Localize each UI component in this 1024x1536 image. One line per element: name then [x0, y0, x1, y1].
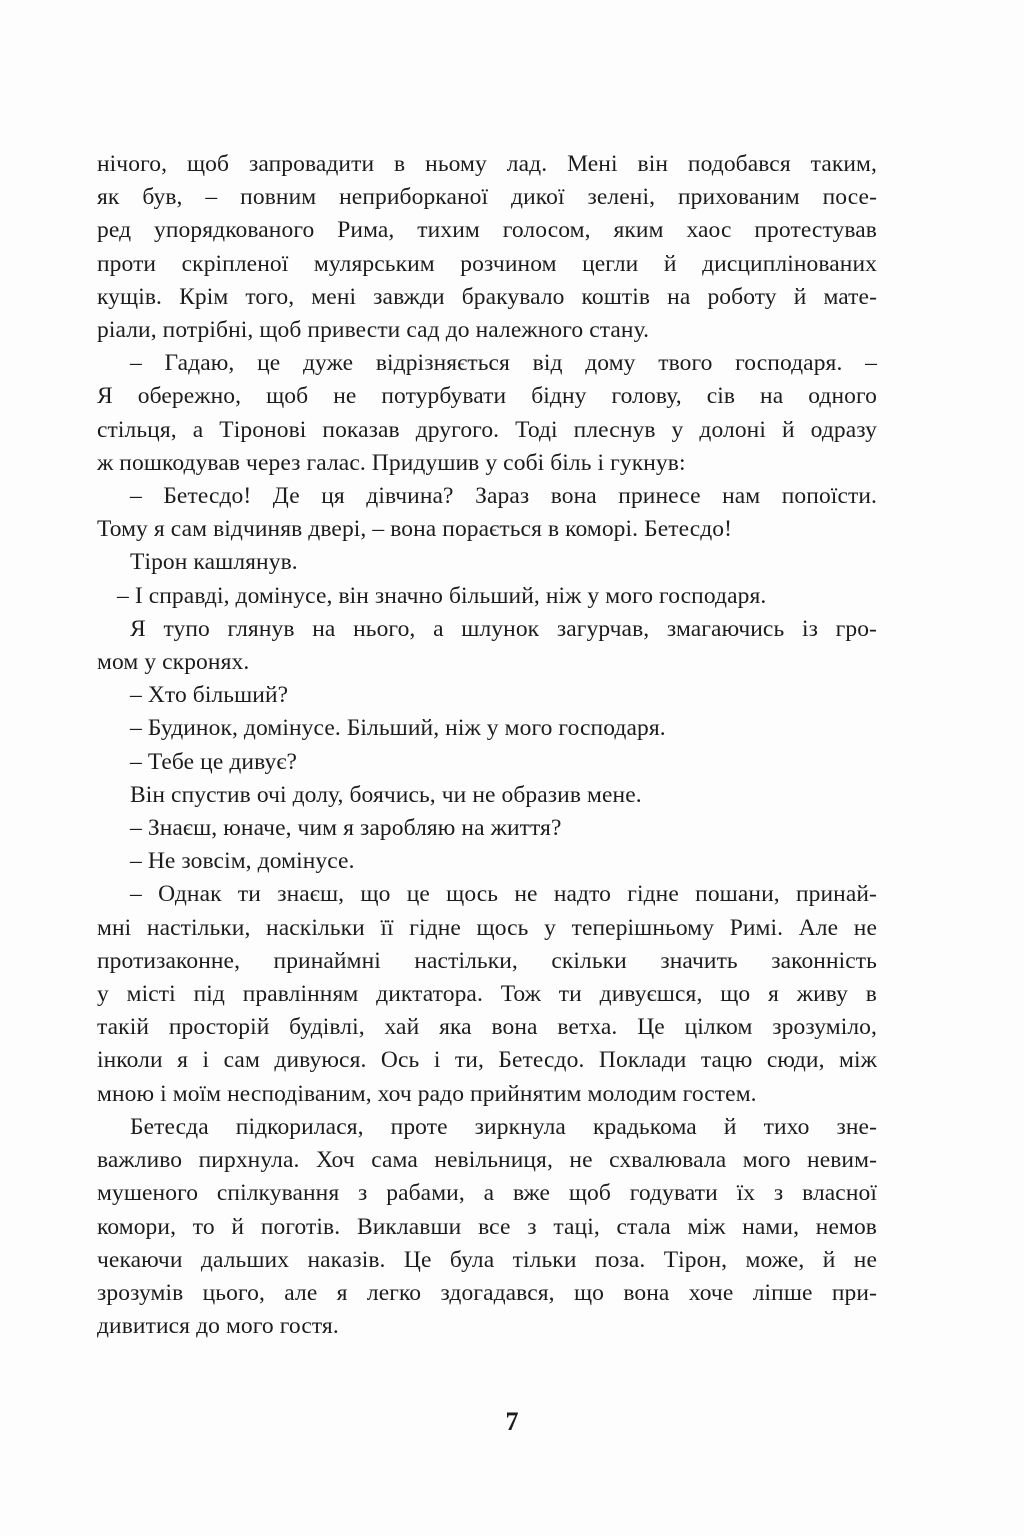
- text-line: такій просторій будівлі, хай яка вона ветха. Це цілком зрозуміло,: [97, 1014, 877, 1041]
- text-line: протизаконне, принаймні настільки, скільки значить законність: [97, 947, 877, 974]
- text-line: – І справді, домінусе, він значно більший, ніж у мого господаря.: [117, 582, 767, 609]
- text-line: ріали, потрібні, щоб привести сад до належного стану.: [97, 317, 650, 344]
- text-line: чекаючи дальших наказів. Це була тільки поза. Тірон, може, й не: [97, 1246, 877, 1273]
- text-line: Тірон кашлянув.: [130, 549, 298, 576]
- text-line: мні настільки, наскільки її гідне щось у теперішньому Римі. Але не: [97, 914, 877, 941]
- text-line: кущів. Крім того, мені завжди бракувало коштів на роботу й мате-: [97, 283, 877, 310]
- text-line: мом у скронях.: [97, 649, 250, 676]
- text-line: Бетесда підкорилася, проте зиркнула крадькома й тихо зне-: [130, 1113, 877, 1140]
- text-line: Тому я сам відчиняв двері, – вона порається в коморі. Бетесдо!: [97, 516, 733, 543]
- text-line: комори, то й поготів. Виклавши все з таці, стала між нами, немов: [97, 1213, 877, 1240]
- text-line: – Бетесдо! Де ця дівчина? Зараз вона принесе нам попоїсти.: [130, 483, 877, 510]
- text-line: – Хто більший?: [130, 682, 289, 709]
- text-line: стільця, а Тіронові показав другого. Тоді плеснув у долоні й одразу: [97, 416, 877, 443]
- text-line: дивитися до мого гостя.: [97, 1313, 339, 1340]
- text-line: зрозумів цього, але я легко здогадався, що вона хоче ліпше при-: [97, 1279, 877, 1306]
- text-line: важливо пирхнула. Хоч сама невільниця, не схвалювала мого невим-: [97, 1147, 877, 1174]
- text-line: у місті під правлінням диктатора. Тож ти дивуєшся, що я живу в: [97, 981, 877, 1008]
- page-body-text: [97, 148, 877, 1343]
- text-line: проти скріпленої мулярським розчином цегли й дисциплінованих: [97, 250, 877, 277]
- text-line: мушеного спілкування з рабами, а вже щоб годувати їх з власної: [97, 1180, 877, 1207]
- text-line: – Не зовсім, домінусе.: [130, 848, 355, 875]
- text-line: – Будинок, домінусе. Більший, ніж у мого господаря.: [130, 715, 666, 742]
- text-line: Я тупо глянув на нього, а шлунок загурчав, змагаючись із гро-: [130, 615, 877, 642]
- text-line: мною і моїм несподіваним, хоч радо прийнятим молодим гостем.: [97, 1080, 757, 1107]
- text-line: інколи я і сам дивуюся. Ось і ти, Бетесдо. Поклади тацю сюди, між: [97, 1047, 877, 1074]
- page-number: 7: [505, 1407, 519, 1436]
- text-line: Я обережно, щоб не потурбувати бідну голову, сів на одного: [97, 383, 877, 410]
- text-line: – Гадаю, це дуже відрізняється від дому твого господаря. –: [130, 350, 877, 377]
- text-line: – Знаєш, юначе, чим я заробляю на життя?: [130, 815, 562, 842]
- text-line: ред упорядкованого Рима, тихим голосом, яким хаос протестував: [97, 217, 877, 244]
- text-line: ж пошкодував через галас. Придушив у собі біль і гукнув:: [97, 449, 686, 476]
- text-line: як був, – повним неприборканої дикої зелені, прихованим посе-: [97, 184, 877, 211]
- text-line: – Тебе це дивує?: [130, 748, 298, 775]
- text-line: нічого, щоб запровадити в ньому лад. Мені він подобався таким,: [97, 151, 877, 177]
- text-line: – Однак ти знаєш, що це щось не надто гідне пошани, принай-: [130, 881, 877, 908]
- text-line: Він спустив очі долу, боячись, чи не образив мене.: [130, 781, 642, 808]
